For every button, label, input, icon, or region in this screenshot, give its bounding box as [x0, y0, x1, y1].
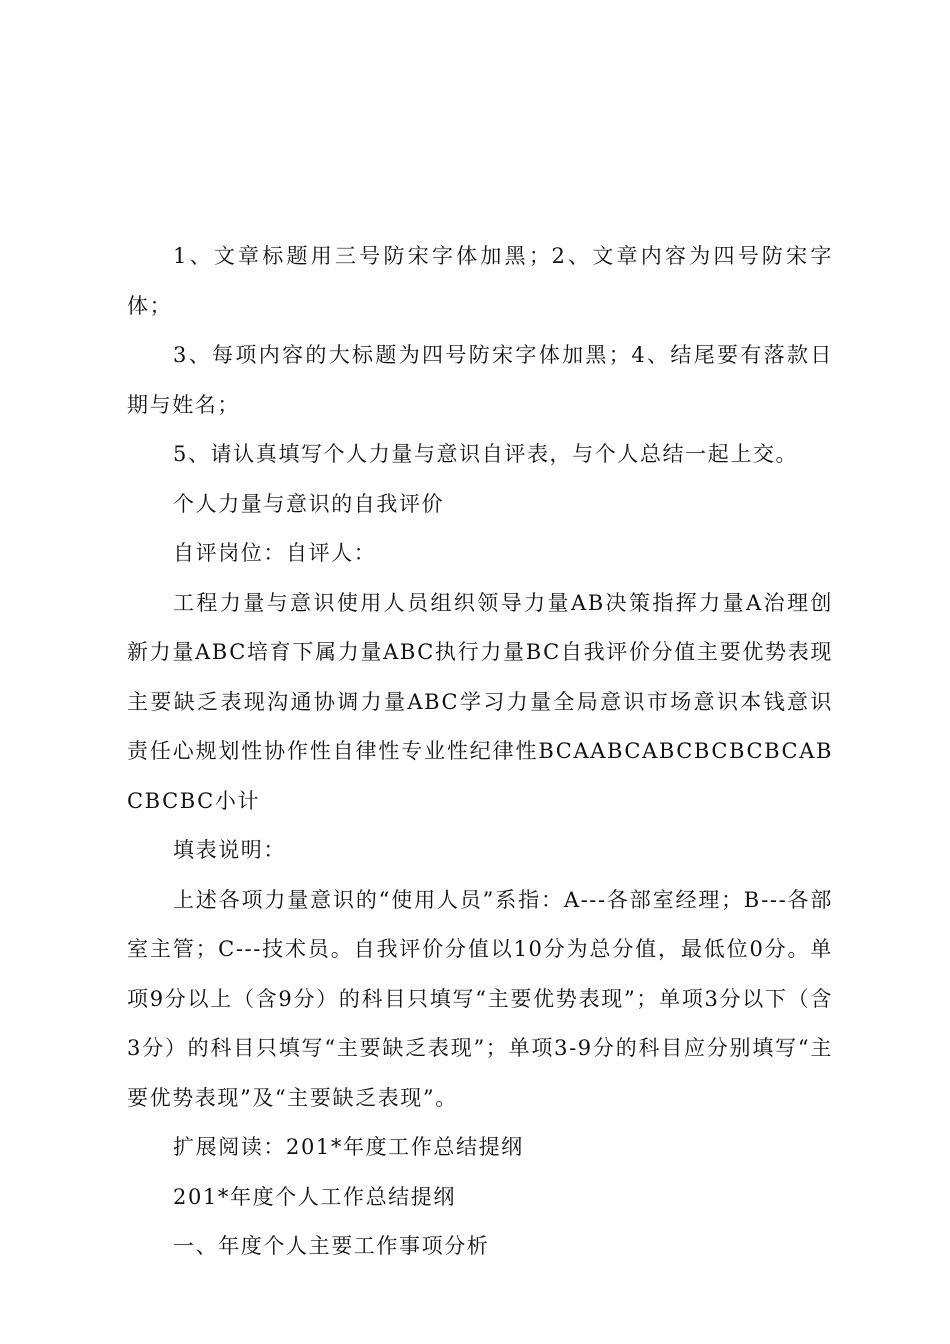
instruction-5: 5、请认真填写个人力量与意识自评表，与个人总结一起上交。 [173, 442, 799, 466]
document-body [127, 232, 833, 1272]
summary-outline-title: 201*年度个人工作总结提纲 [173, 1184, 456, 1209]
form-notes-heading: 填表说明： [173, 838, 286, 862]
extended-reading: 扩展阅读：201*年度工作总结提纲 [173, 1135, 524, 1159]
evaluator-info: 自评岗位：自评人： [173, 541, 377, 565]
instruction-3-4: 3、每项内容的大标题为四号防宋字体加黑；4、结尾要有落款日期与姓名； [127, 343, 833, 417]
form-notes-body: 上述各项力量意识的“使用人员”系指：A---各部室经理；B---各部室主管；C---技术员。自我评价分值以10分为总分值，最低位0分。单项9分以上（含9分）的科目只填写“主要优势表现”；单项3分以下（含3分）的科目只填写“主要缺乏表现”；单项3-9分的科目应分别填写“主要优势表现”及“主要缺乏表现”。 [127, 887, 833, 1110]
instruction-1-2: 1、文章标题用三号防宋字体加黑；2、文章内容为四号防宋字体； [127, 244, 833, 318]
outline-section-1: 一、年度个人主要工作事项分析 [173, 1234, 490, 1258]
evaluation-table-text: 工程力量与意识使用人员组织领导力量AB决策指挥力量A治理创新力量ABC培育下属力量ABC执行力量BC自我评价分值主要优势表现主要缺乏表现沟通协调力量ABC学习力量全局意识市场意识本钱意识责任心规划性协作性自律性专业性纪律性BCAABCABCBCBCBCABCBCBC小计 [127, 590, 833, 813]
section-title-self-evaluation: 个人力量与意识的自我评价 [173, 491, 445, 516]
